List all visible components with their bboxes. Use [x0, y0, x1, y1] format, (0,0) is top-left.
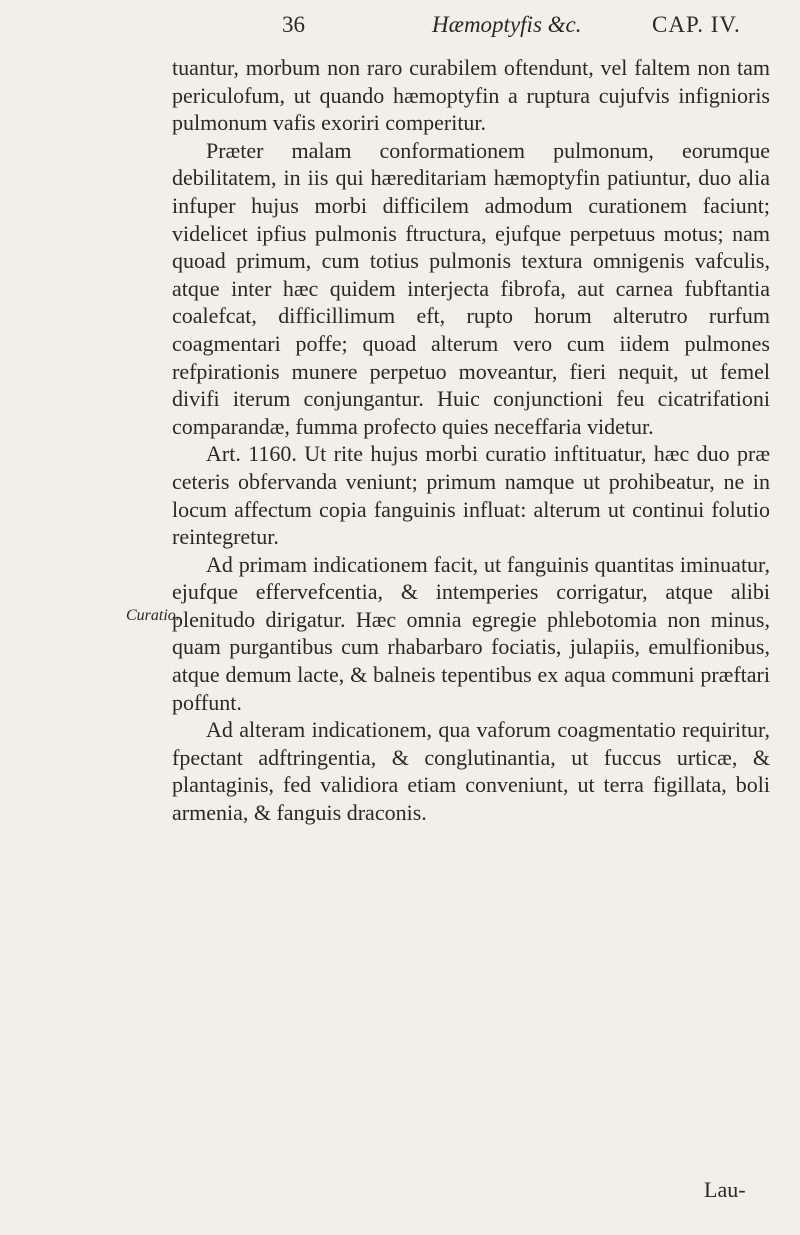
- margin-note: Curatio.: [126, 607, 180, 624]
- page-number: 36: [282, 12, 305, 37]
- body-text: [172, 54, 770, 827]
- page-header: [0, 12, 800, 52]
- catchword: Lau-: [704, 1177, 746, 1202]
- paragraph: Ad alteram indicationem, qua vaforum coagmentatio requiritur, fpectant adftringentia, & conglutinantia, ut fuccus urticæ, & plantaginis, fed validiora etiam conveniunt, ut terra figillata, boli armenia, & fanguis draconis.: [172, 717, 770, 826]
- paragraph: Præter malam conformationem pulmonum, eorumque debilitatem, in iis qui hæreditariam hæmoptyfin patiuntur, duo alia infuper hujus morbi difficilem admodum curationem faciunt; videlicet ipfius pulmonis ftructura, ejufque perpetuus motus; nam quoad primum, cum totius pulmonis textura omnigenis vafculis, atque inter hæc quidem interjecta fibrofa, aut carnea fubftantia coalefcat, difficillimum eft, rupto horum alterutro rurfum coagmentari poffe; quoad alterum vero cum iidem pulmones refpirationis munere perpetuo moveantur, fieri nequit, ut femel divifi iterum conjungantur. Huic conjunctioni feu cicatrifationi comparandæ, fumma profecto quies neceffaria videtur.: [172, 137, 770, 439]
- paragraph: Art. 1160. Ut rite hujus morbi curatio inftituatur, hæc duo præ ceteris obfervanda veniunt; primum namque ut prohibeatur, ne in locum affectum copia fanguinis influat: alterum ut continui folutio reintegretur.: [172, 441, 770, 550]
- running-title: Hæmoptyfis &c.: [432, 12, 582, 37]
- paragraph: Ad primam indicationem facit, ut fanguinis quantitas iminuatur, ejufque effervefcentia, & intemperies corrigatur, atque alibi plenitudo dirigatur. Hæc omnia egregie phlebotomia non minus, quam purgantibus cum rhabarbaro fociatis, julapiis, emulfionibus, atque demum lacte, & balneis tepentibus ex aqua communi præftari poffunt.: [172, 551, 770, 715]
- paragraph: tuantur, morbum non raro curabilem oftendunt, vel faltem non tam periculofum, ut quando hæmoptyfin a ruptura cujufvis infignioris pulmonum vafis exoriri comperitur.: [172, 55, 770, 136]
- chapter-label: CAP. IV.: [652, 12, 741, 37]
